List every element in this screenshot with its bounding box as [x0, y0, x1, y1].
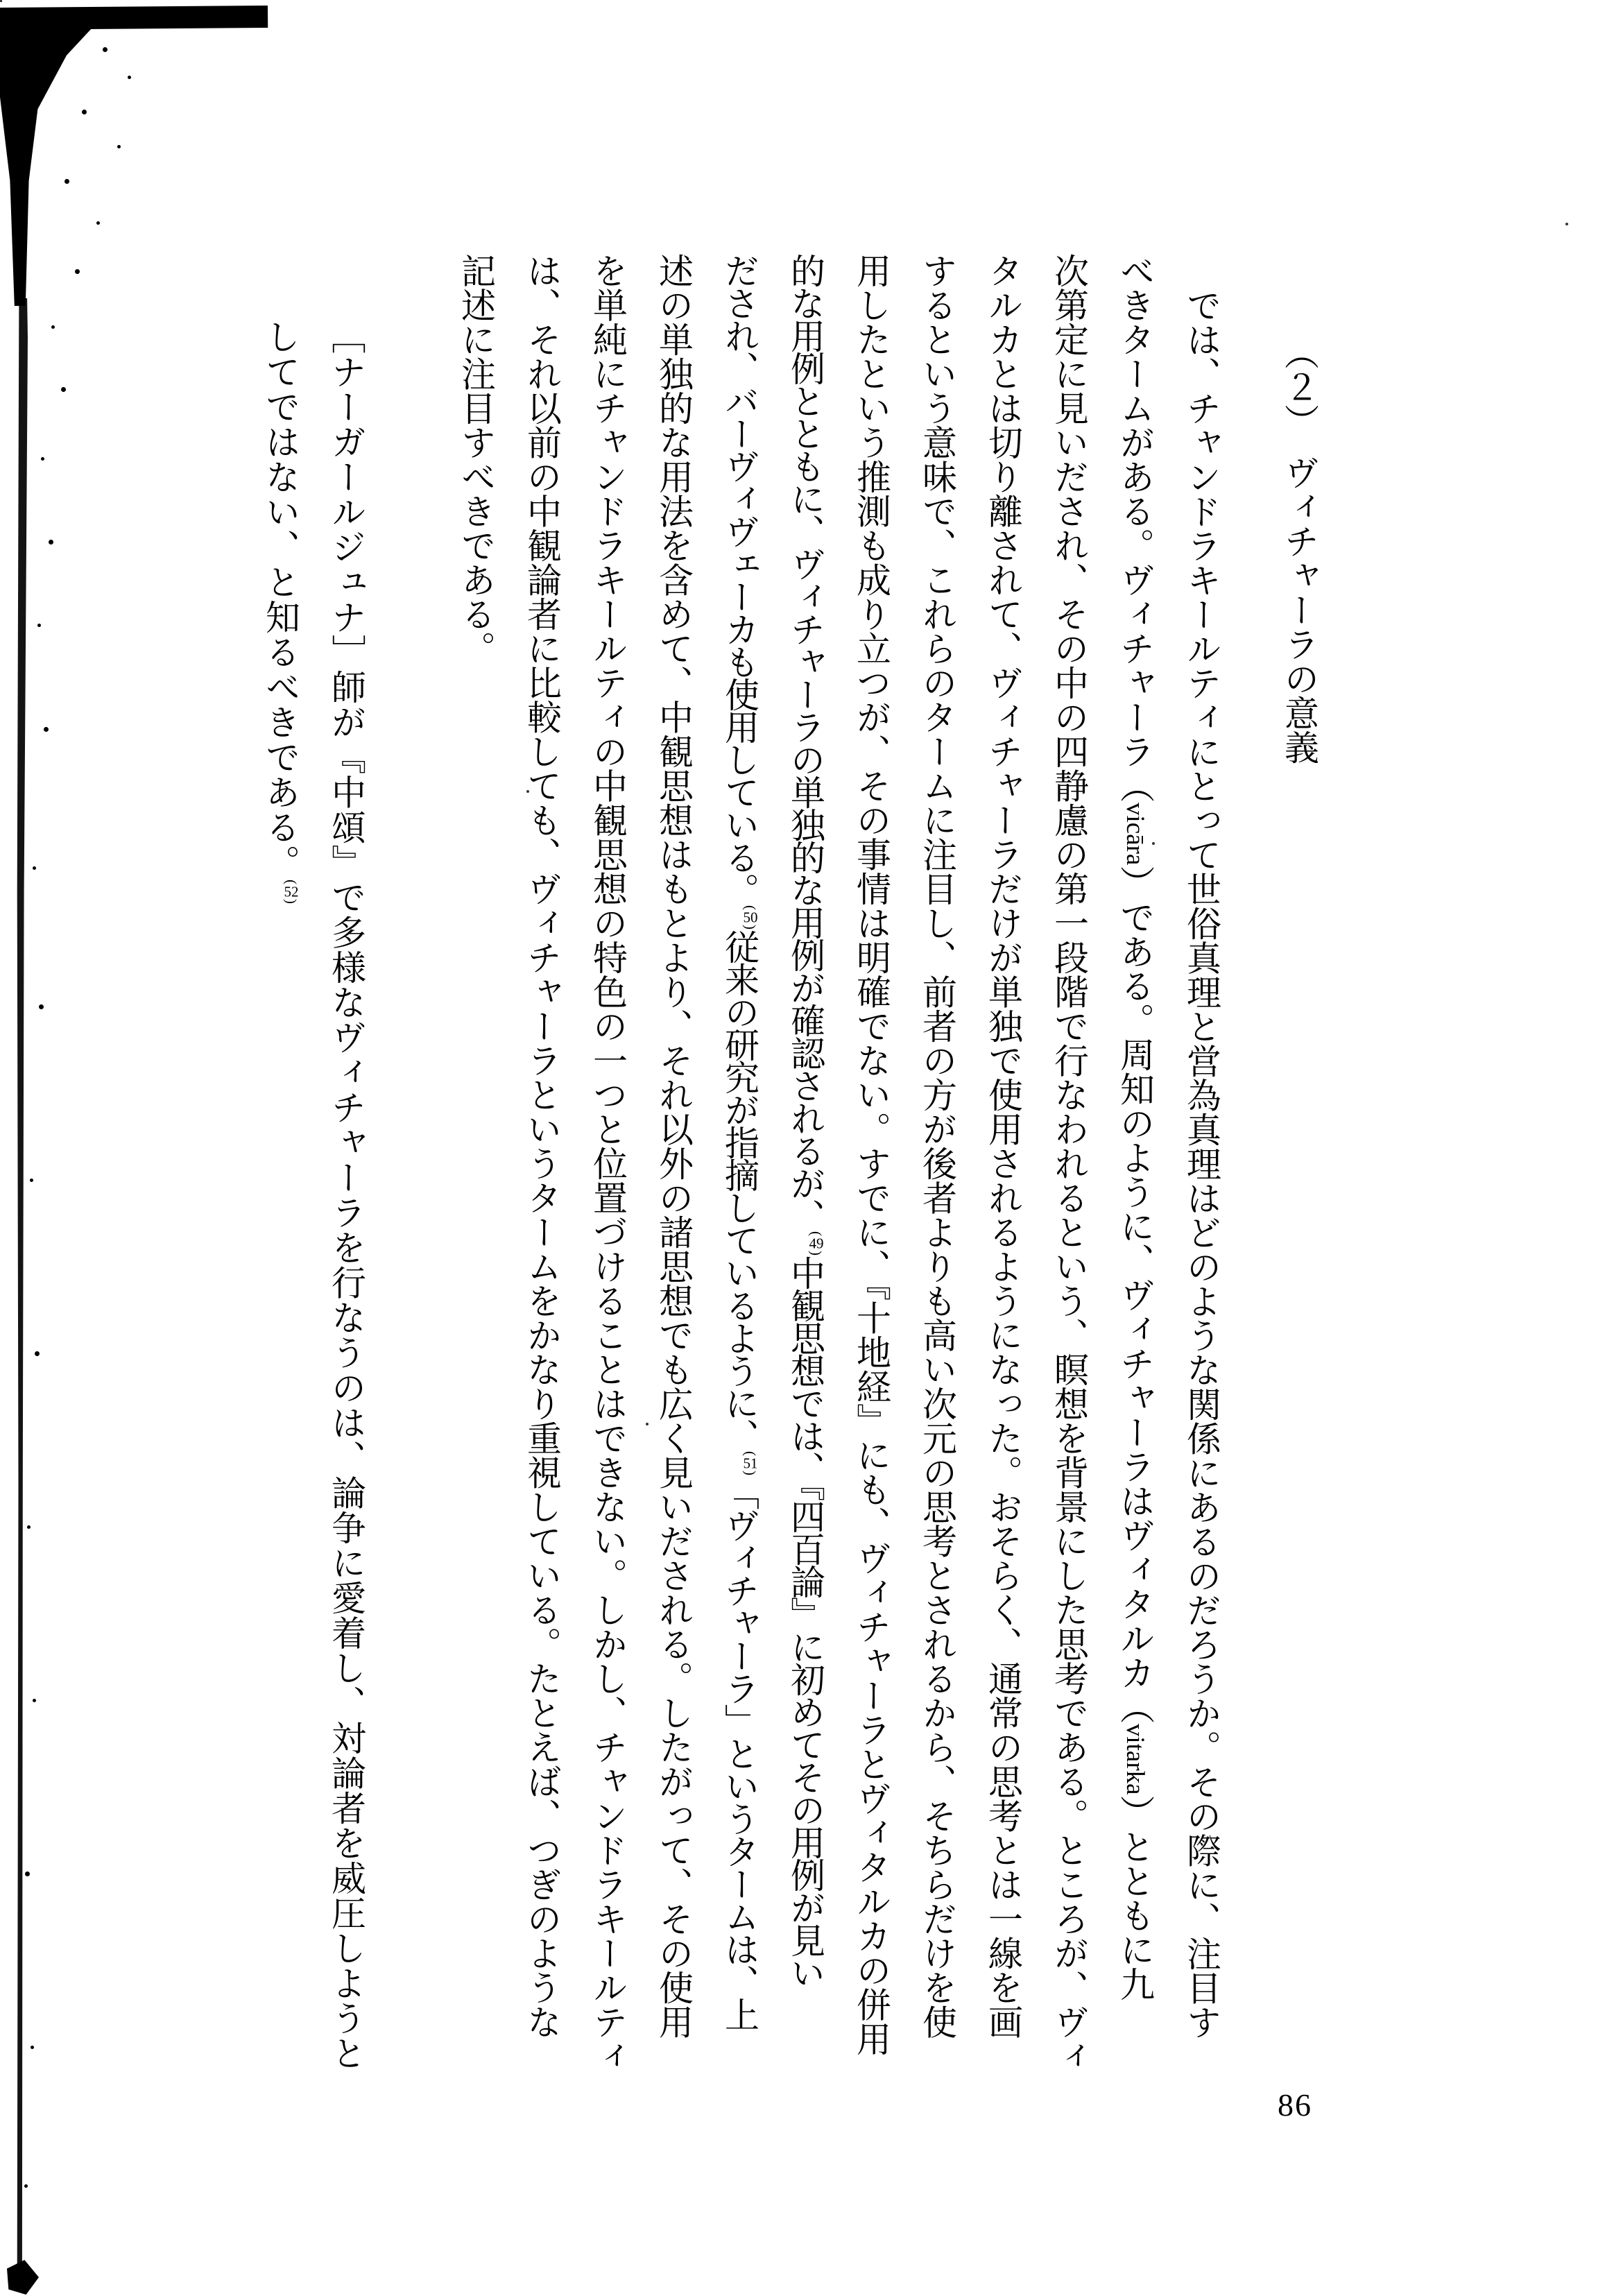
column-text: 次第定に見いだされ、その中の四静慮の第一段階で行なわれるという、瞑想を背景にした思考である。ところが、ヴィ	[1049, 253, 1088, 2073]
footnote-ref-50	[742, 905, 759, 929]
text-column	[1101, 253, 1168, 2084]
text-column	[1168, 253, 1234, 2084]
column-text: するという意味で、これらのタームに注目し、前者の方が後者よりも高い次元の思考とされるから、そちらだけを使	[918, 253, 956, 2039]
column-text: ）とともに九	[1115, 1794, 1154, 2001]
page-number: 86	[1278, 2087, 1312, 2123]
quote-column	[313, 319, 379, 2084]
column-text: 述の単独的な用法を含めて、中観思想はもとより、それ以外の諸思想でも広く見いだされる。したがって、その使用	[654, 253, 693, 2039]
footnote-number: 52	[284, 884, 299, 899]
column-text: 従来の研究が指摘しているように、	[720, 929, 759, 1451]
text-column	[838, 253, 904, 2084]
column-text: を単純にチャンドラキールティの中観思想の特色の一つと位置づけることはできない。しかし、チャンドラキールティ	[588, 253, 627, 2073]
quote-column	[247, 319, 313, 2084]
footnote-ref-51	[742, 1451, 759, 1475]
column-text: ）である。周知のように、ヴィチャーラはヴィタルカ（	[1115, 865, 1154, 1724]
column-text: タルカとは切り離されて、ヴィチャーラだけが単独で使用されるようになった。おそらく、通常の思考とは一線を画	[984, 253, 1022, 2039]
footnote-number: 50	[743, 910, 758, 925]
column-text: 記述に注目すべきである。	[456, 253, 495, 665]
footnote-number: 49	[809, 1236, 824, 1251]
block-quote	[247, 253, 379, 2084]
column-text: してではない、と知るべきである。	[261, 319, 300, 880]
scan-edge-artifact-line	[15, 298, 28, 2275]
column-text: 中観思想では、『四百論』に初めてその用例が見い	[786, 1256, 825, 1988]
sanskrit-term-vitarka: vitarka	[1121, 1723, 1149, 1795]
footnote-ref-49	[808, 1231, 825, 1256]
text-column	[904, 253, 970, 2084]
text-column	[640, 253, 706, 2084]
column-text: 用したという推測も成り立つが、その事情は明確でない。すでに、『十地経』にも、ヴィチャーラとヴィタルカの併用	[852, 253, 891, 2056]
column-text: では、チャンドラキールティにとって世俗真理と営為真理はどのような関係にあるのだろうか。その際に、注目す	[1182, 288, 1221, 2039]
scan-edge-artifact-bottom	[7, 2260, 39, 2295]
footnote-ref-52	[283, 880, 300, 904]
column-text: 的な用例とともに、ヴィチャーラの単独的な用例が確認されるが、	[786, 253, 825, 1231]
text-column	[508, 253, 574, 2084]
column-text: だされ、バーヴィヴェーカも使用している。	[720, 253, 759, 905]
sanskrit-term-vicara: vicāra	[1121, 803, 1149, 866]
text-column	[443, 253, 508, 2084]
page-dust-speckles	[0, 0, 1, 1]
main-text-block	[247, 253, 1332, 2084]
text-column	[970, 253, 1036, 2084]
section-heading: （２） ヴィチャーラの意義	[1280, 335, 1319, 764]
column-text: ［ナーガールジュナ］師が『中頌』で多様なヴィチャーラを行なうのは、論争に愛着し、対論者を威圧しようと	[327, 319, 366, 2071]
text-column	[706, 253, 772, 2084]
scan-edge-artifact-blob	[0, 8, 111, 306]
column-text: 「ヴィチャーラ」というタームは、上	[720, 1475, 759, 2030]
text-column	[1036, 253, 1101, 2084]
text-column	[574, 253, 640, 2084]
text-column	[772, 253, 838, 2084]
footnote-number: 51	[743, 1456, 758, 1471]
column-text: は、それ以前の中観論者に比較しても、ヴィチャーラというタームをかなり重視している。たとえば、つぎのような	[522, 253, 561, 2039]
column-text: べきタームがある。ヴィチャーラ（	[1115, 253, 1154, 803]
